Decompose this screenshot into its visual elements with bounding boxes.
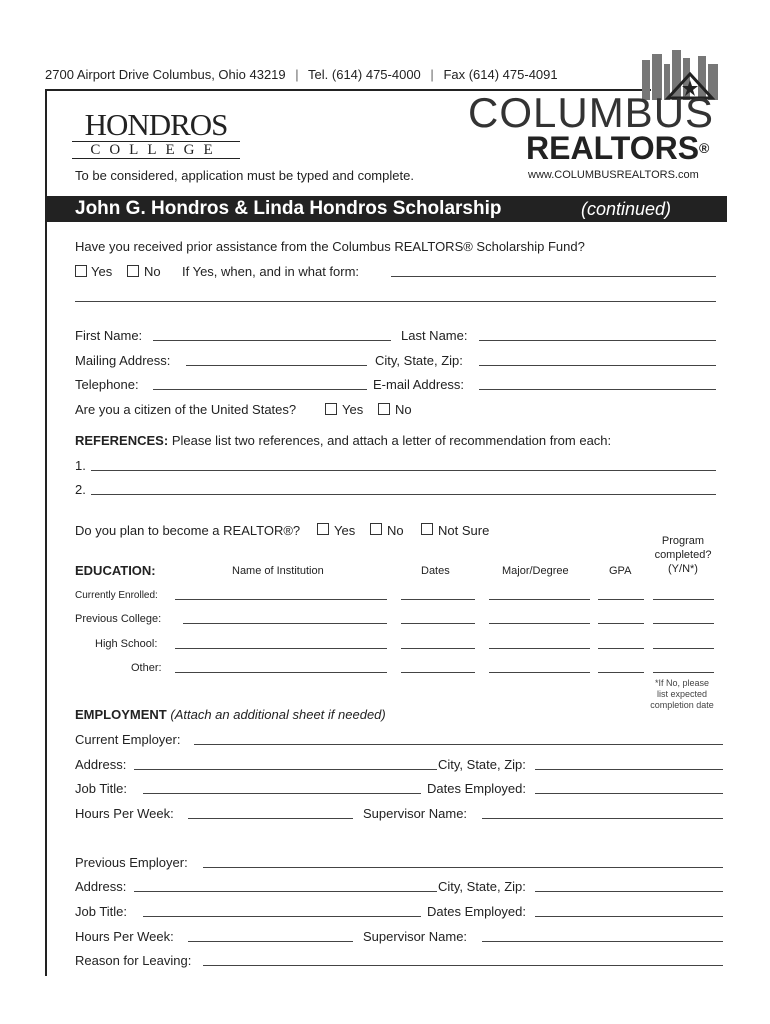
edu-gpa-field[interactable] <box>598 672 644 673</box>
realtors-text: REALTORS <box>526 130 700 166</box>
edu-program-field[interactable] <box>653 648 714 649</box>
references-text: Please list two references, and attach a letter of recommendation from each: <box>171 433 612 448</box>
edu-institution-field[interactable] <box>175 599 387 600</box>
reference-1-field[interactable] <box>91 470 716 471</box>
edu-gpa-field[interactable] <box>598 599 644 600</box>
prev-hours-label: Hours Per Week: <box>75 929 174 944</box>
previous-employer-field[interactable] <box>203 867 723 868</box>
program-footnote <box>640 678 724 711</box>
hondros-college: COLLEGE <box>90 142 222 158</box>
telephone-label: Telephone: <box>75 377 139 392</box>
realtor-no-checkbox[interactable] <box>370 523 382 535</box>
employer-address-label: Address: <box>75 757 127 772</box>
employer-address-field[interactable] <box>134 769 437 770</box>
prev-job-title-label: Job Title: <box>75 904 128 919</box>
realtor-no-label: No <box>387 523 404 538</box>
edu-dates-field[interactable] <box>401 648 475 649</box>
employment-heading <box>75 707 386 722</box>
col-major: Major/Degree <box>502 565 569 577</box>
reference-2-label: 2. <box>75 482 86 497</box>
edu-major-field[interactable] <box>489 623 590 624</box>
education-label: EDUCATION: <box>75 563 156 578</box>
columbus-text: COLUMBUS <box>468 89 715 136</box>
edu-row-label-highschool: High School: <box>95 638 158 650</box>
citizen-no-checkbox[interactable] <box>378 403 390 415</box>
edu-row-label-current: Currently Enrolled: <box>75 590 158 601</box>
hours-per-week-label: Hours Per Week: <box>75 806 174 821</box>
col-program <box>644 534 722 576</box>
employment-label: EMPLOYMENT <box>75 707 167 722</box>
edu-major-field[interactable] <box>489 672 590 673</box>
edu-program-field[interactable] <box>653 672 714 673</box>
prior-when-field-2[interactable] <box>75 301 716 302</box>
fax-number: Fax (614) 475-4091 <box>443 67 558 82</box>
edu-row-label-other: Other: <box>131 662 162 674</box>
col-program-line2: completed? <box>654 549 712 561</box>
current-employer-field[interactable] <box>194 744 723 745</box>
supervisor-field[interactable] <box>482 818 723 819</box>
reference-1-label: 1. <box>75 458 86 473</box>
realtor-question: Do you plan to become a REALTOR®? <box>75 523 301 538</box>
col-institution: Name of Institution <box>232 565 324 577</box>
edu-institution-field[interactable] <box>175 648 387 649</box>
registered-mark: ® <box>699 140 710 156</box>
footnote-line2: list expected <box>656 689 708 699</box>
email-field[interactable] <box>479 389 716 390</box>
employment-note: (Attach an additional sheet if needed) <box>170 707 386 722</box>
edu-program-field[interactable] <box>653 623 714 624</box>
prev-address-field[interactable] <box>134 891 437 892</box>
title-continued: (continued) <box>581 199 672 219</box>
last-name-field[interactable] <box>479 340 716 341</box>
mailing-address-label: Mailing Address: <box>75 353 171 368</box>
telephone-field[interactable] <box>153 389 367 390</box>
supervisor-label: Supervisor Name: <box>363 806 468 821</box>
realtor-not-sure-checkbox[interactable] <box>421 523 433 535</box>
edu-row-label-previous: Previous College: <box>75 613 162 625</box>
prev-supervisor-label: Supervisor Name: <box>363 929 468 944</box>
address-line: 2700 Airport Drive Columbus, Ohio 43219 | Tel. (614) 475-4000 | Fax (614) 475-4091 <box>45 67 558 82</box>
employer-city-label: City, State, Zip: <box>438 757 526 772</box>
job-title-field[interactable] <box>143 793 421 794</box>
prev-address-label: Address: <box>75 879 127 894</box>
citizen-question: Are you a citizen of the United States? <box>75 402 297 417</box>
dates-employed-label: Dates Employed: <box>427 781 526 796</box>
prior-when-label: If Yes, when, and in what form: <box>182 264 360 279</box>
reason-leaving-label: Reason for Leaving: <box>75 953 192 968</box>
prior-question: Have you received prior assistance from the Columbus REALTORS® Scholarship Fund? <box>75 239 585 254</box>
edu-program-field[interactable] <box>653 599 714 600</box>
mailing-address-field[interactable] <box>186 365 367 366</box>
edu-institution-field[interactable] <box>175 672 387 673</box>
previous-employer-label: Previous Employer: <box>75 855 188 870</box>
prior-no-label: No <box>144 264 161 279</box>
prev-city-label: City, State, Zip: <box>438 879 526 894</box>
hours-per-week-field[interactable] <box>188 818 353 819</box>
prior-when-field[interactable] <box>391 276 716 277</box>
city-state-zip-field[interactable] <box>479 365 716 366</box>
first-name-label: First Name: <box>75 328 143 343</box>
references-heading <box>75 433 611 448</box>
col-program-line1: Program <box>661 535 705 547</box>
prev-supervisor-field[interactable] <box>482 941 723 942</box>
prev-dates-employed-field[interactable] <box>535 916 723 917</box>
reason-leaving-field[interactable] <box>203 965 723 966</box>
footnote-line1: *If No, please <box>654 678 710 688</box>
prev-hours-field[interactable] <box>188 941 353 942</box>
edu-gpa-field[interactable] <box>598 648 644 649</box>
prior-no-checkbox[interactable] <box>127 265 139 277</box>
footnote-line3: completion date <box>650 700 714 710</box>
edu-institution-field[interactable] <box>183 623 387 624</box>
prev-dates-employed-label: Dates Employed: <box>427 904 526 919</box>
reference-2-field[interactable] <box>91 494 716 495</box>
citizen-no-label: No <box>395 402 412 417</box>
title-bar <box>45 196 727 222</box>
edu-major-field[interactable] <box>489 599 590 600</box>
realtor-not-sure-label: Not Sure <box>438 523 490 538</box>
last-name-label: Last Name: <box>401 328 468 343</box>
left-border <box>45 90 47 976</box>
col-program-line3: (Y/N*) <box>668 563 698 575</box>
realtor-yes-checkbox[interactable] <box>317 523 329 535</box>
employer-city-field[interactable] <box>535 769 723 770</box>
dates-employed-field[interactable] <box>535 793 723 794</box>
citizen-yes-label: Yes <box>342 402 364 417</box>
current-employer-label: Current Employer: <box>75 732 181 747</box>
prior-yes-label: Yes <box>91 264 113 279</box>
city-state-zip-label: City, State, Zip: <box>375 353 463 368</box>
edu-major-field[interactable] <box>489 648 590 649</box>
edu-dates-field[interactable] <box>401 623 475 624</box>
tel-number: Tel. (614) 475-4000 <box>308 67 421 82</box>
website: www.COLUMBUSREALTORS.com <box>528 169 699 181</box>
instruction-text: To be considered, application must be typed and complete. <box>75 168 414 183</box>
col-dates: Dates <box>421 565 450 577</box>
realtors-wordmark <box>526 130 709 166</box>
references-label: REFERENCES: <box>75 433 169 448</box>
prev-city-field[interactable] <box>535 891 723 892</box>
hondros-name: HONDROS <box>84 107 228 142</box>
email-label: E-mail Address: <box>373 377 465 392</box>
edu-gpa-field[interactable] <box>598 623 644 624</box>
col-gpa: GPA <box>609 565 632 577</box>
prior-yes-checkbox[interactable] <box>75 265 87 277</box>
street-address: 2700 Airport Drive Columbus, Ohio 43219 <box>45 67 286 82</box>
citizen-yes-checkbox[interactable] <box>325 403 337 415</box>
first-name-field[interactable] <box>153 340 391 341</box>
hondros-logo <box>72 107 240 159</box>
realtor-yes-label: Yes <box>334 523 356 538</box>
prev-job-title-field[interactable] <box>143 916 421 917</box>
page-title: John G. Hondros & Linda Hondros Scholarship <box>75 198 502 219</box>
edu-dates-field[interactable] <box>401 672 475 673</box>
edu-dates-field[interactable] <box>401 599 475 600</box>
job-title-label: Job Title: <box>75 781 128 796</box>
